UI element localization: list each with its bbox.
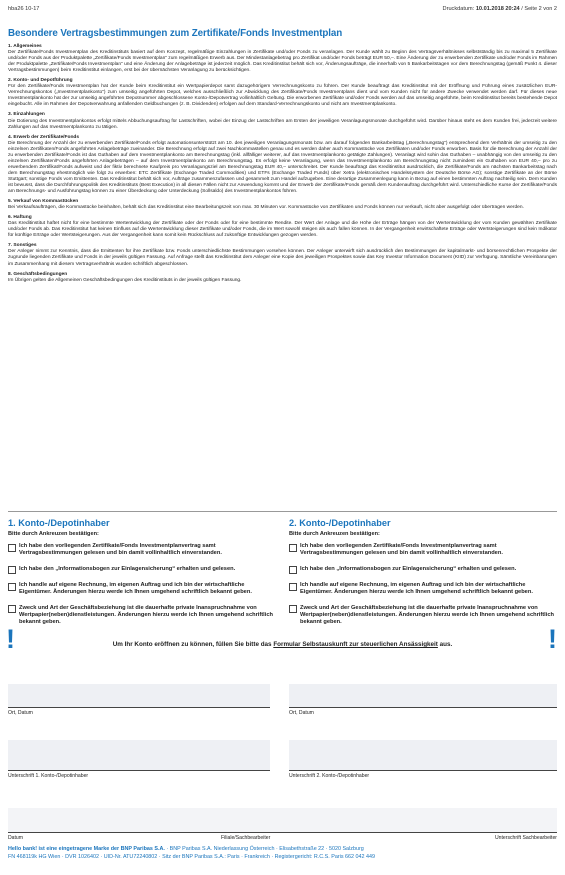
exclamation-icon: ! <box>548 624 557 654</box>
signature-line <box>289 770 557 771</box>
checkbox-label: Zweck und Art der Geschäftsbeziehung ist die dauerhafte private Inanspruchnahme von Wertpapier(neben)dienstleistungen. Änderungen hierzu werde ich Ihnen umgehend schriftlich bekannt geben. <box>19 604 273 626</box>
section-text: Der Anleger nimmt zur Kenntnis, dass die Emittenten für ihre Zertifikate bzw. Fonds unterschiedlichste Bestimmungen vorsehen können. Der Anleger unterwirft sich ausdrücklich den Bestimmungen der kapitalmarkt- und börsenrechtlichen Prospekte der zugrunde liegenden Zertifikate und Fonds in der jeweils gültigen Fassung. Auf Anfrage stellt das Kreditinstitut dem Anleger eine Kopie des jeweiligen Prospektes sowie das Key Investor Information Document (KIID) zur Verfügung. Sämtliche Vereinbarungen im Zusammenhang mit diesem Vertragsverhältnis wurden schriftlich abgeschlossen. <box>8 249 557 267</box>
place-date-label-1: Ort, Datum <box>8 710 33 716</box>
holder-2-confirm-deposit-info[interactable] <box>289 566 554 575</box>
checkbox[interactable] <box>8 583 16 591</box>
checkbox[interactable] <box>289 544 297 552</box>
notice-text-end: aus. <box>437 641 453 648</box>
signature-line <box>8 770 270 771</box>
holder-2-confirm-own-account[interactable] <box>289 582 554 597</box>
date-label: Datum <box>8 835 24 841</box>
checkbox-label: Zweck und Art der Geschäftsbeziehung ist die dauerhafte private Inanspruchnahme von Wertpapier(neben)dienstleistungen. Änderungen hierzu werde ich Ihnen umgehend schriftlich bekannt geben. <box>300 604 554 626</box>
section-text: Das Kreditinstitut haftet nicht für eine bestimmte Wertentwicklung der Zertifikate oder der Fonds oder für eine bestimmte Rendite. Der Wert der Anlage und die Höhe der Erträge hängen von der Wertentwicklung der vom Kunden gewählten Zertifikate und/oder Fonds ab. Das Kreditinstitut hat keinen Einfluss auf die Wertentwicklung dieser Zertifikate und/oder Fonds, die im Wert sowohl steigen als auch fallen können. In der Vergangenheit erwirtschaftete Erträge oder Wertsteigerungen sind kein Indikator für künftige Erträge oder Wertsteigerungen. Aus der Vergangenheit kann somit kein Rückschluss auf zukünftige Entwicklungen gezogen werden. <box>8 221 557 239</box>
section-text: Für den Zertifikate/Fonds Investmentplan hat der Kunde beim Kreditinstitut ein Wertpapierdepot samt dazugehörigem Verrechnungskonto zu führen. Der Kunde beauftragt das Kreditinstitut mit der Eröffnung und Führung eines zusätzlichen EUR-Verrechnungskontos („Investmentplankonto“) zum umseitig angeführten Depot, welches ausschließlich zur Abwicklung des Zertifikate/Fonds Investmentplans dient und vom Kunden nicht für andere Zwecke verwendet werden darf. Für dieses neue Investmentplankonto hat der zur umseitig angeführten Depotnummer abgeschlossene Konto-/Depotvertrag vollinhaltlich Geltung. Die erworbenen Zertifikate und/oder Fonds werden auf das umseitig angeführte, beim Kreditinstitut bereits bestehende Depot eingebucht. Alle im Rahmen der Depotverwahrung anfallenden Geldbuchungen (z. B. Dividenden) erfolgen auf dem Standard-Verrechnungskonto und nicht am Investmentplankonto. <box>8 84 557 108</box>
footer <box>8 845 557 861</box>
holder-2-heading: 2. Konto-/Depotinhaber <box>289 518 391 528</box>
tax-residency-form-link[interactable]: Formular Selbstauskunft zur steuerlichen Ansässigkeit <box>273 641 438 648</box>
signature-line <box>8 707 270 708</box>
section-heading: 2. Konto- und Depotführung <box>8 78 73 84</box>
notice-text: Um Ihr Konto eröffnen zu können, füllen Sie bitte das <box>112 641 274 648</box>
bank-use-area <box>8 808 557 832</box>
holder-1-confirm-deposit-info[interactable] <box>8 566 273 575</box>
section-heading: 6. Haftung <box>8 215 32 221</box>
checkbox[interactable] <box>289 566 297 574</box>
holder-2-confirm-purpose[interactable] <box>289 605 554 627</box>
checkbox[interactable] <box>8 544 16 552</box>
page-number: / Seite 2 von 2 <box>519 6 557 12</box>
section-text: Die Berechnung der Anzahl der zu erwerbenden Zertifikate/Fonds erfolgt automationsunterstützt am 10. des jeweiligen Veranlagungsmonats bzw. am darauf folgenden Bankarbeitstag („Berechnungstag“) entsprechend dem Verhältnis der umseitig zu den einzelnen Zertifikaten/Fonds angeführten Anlagebeträge zueinander. Die Berechnung erfolgt auf zwei Nachkommastellen genau und es werden daher auch Kommastücke von Zertifikaten und/oder Fonds erworben. Basis für die Berechnung der Anzahl der zu erwerbenden Zertifikate/Fonds ist das Guthaben auf dem Investmentplankonto am Berechnungstag (inkl. allfälliger weiterer, auf das Investmentplankonto getätigte Zahlungen). Veranlagt wird sohin das Guthaben – unabhängig von den umseitig zu den einzelnen Zertifikaten/Fonds angeführten Anlagebeträgen – auf dem Investmentplankonto am Berechnungstag. Es erfolgt keine Veranlagung, wenn das Investmentplankonto am Berechnungstag nicht zumindest ein Guthaben von EUR 40,– pro zu erwerbendem Zertifikat/Fonds aufweist und der fiktiv berechnete Kaufpreis pro Veranlagungsziel am Berechnungstag EUR 40,– unterschreitet. Der Kunde beauftragt das Kreditinstitut ausdrücklich, die Zertifikate/Fonds am nächsten Bankarbeitstag nach dem Berechnungstag ehestmöglich wie folgt zu erwerben: ETC Zertifikate (Exchange Traded Commodities) und ETFs (Exchange Traded Funds) über Xetra (elektronisches Handelssystem der Deutsche Börse AG); sonstige Zertifikate an der Börse Stuttgart; sonstige Fonds vom Emittenten. Das Kreditinstitut behält sich vor, Aufträge zusammenzufassen und gesammelt zum Handel aufzugeben. Eine derartige Zusammenlegung kann in Bezug auf einen bestimmten Auftrag nachteilig sein. Dem Kunden ist bewusst, dass die Durchführungspolitik des Kreditinstituts (Best Execution) in all diesen Fällen nicht zur Anwendung kommt und der Erwerb der Zertifikate/Fonds gemäß dem Kundenauftrag durchgeführt wird. Unterschiedliche Kurse der Zertifikate/Fonds am Berechnungs- und Ausführungstag können zu einer Überdeckung oder Unterdeckung (Sollsaldo) des Investmentplankontos führen. <box>8 140 557 195</box>
place-date-field-2[interactable] <box>289 684 557 707</box>
holder-1-confirm-contract[interactable] <box>8 543 273 558</box>
checkbox-label: Ich handle auf eigene Rechnung, im eigenen Auftrag und ich bin der wirtschaftliche Eigentümer. Änderungen hierzu werde ich Ihnen umgehend schriftlich bekannt geben. <box>300 582 533 596</box>
section-text: Der Zertifikate/Fonds Investmentplan des Kreditinstituts basiert auf dem Konzept, regelmäßige Einzahlungen in Zertifikate und/oder Fonds zu veranlagen. Der Kunde wählt zu Beginn des Vertragsverhältnisses selbstständig bis zu maximal 5 Zertifikate und/oder Fonds aus der Produktpalette „Zertifikate/Fonds Investmentplan“ zum regelmäßigen Erwerb aus. Der Mindestanlagebetrag pro Zertifikat und/oder Fonds beträgt EUR 50,–. Eine Änderung der zu erwerbenden Zertifikate und/oder Fonds im Rahmen der Produktpalette „Zertifikate/Fonds Investmentplan“ und eine Änderung der Anlagebeträge ist jederzeit möglich. Das Kreditinstitut behält sich vor, Änderungsaufträge, die innerhalb von 5 Bankarbeitstagen vor dem Berechnungstag (gemäß Punkt 4. dieser Vertragsbestimmungen) beim Kreditinstitut einlangen, erst bei der übernächsten Veranlagung zu berücksichtigen. <box>8 50 557 74</box>
holder-2-confirmations <box>289 518 554 635</box>
print-info <box>443 6 557 12</box>
signature-field-2[interactable] <box>289 740 557 770</box>
branch-label: Filiale/Sachbearbeiter <box>221 835 271 841</box>
checkbox[interactable] <box>289 583 297 591</box>
terms-section <box>8 135 557 195</box>
signature-field-1[interactable] <box>8 740 270 770</box>
section-text: Im Übrigen gelten die Allgemeinen Geschäftsbedingungen des Kreditinstituts in der jeweils gültigen Fassung. <box>8 277 242 283</box>
clerk-signature-label: Unterschrift Sachbearbeiter <box>494 835 557 841</box>
signature-line <box>8 832 557 833</box>
checkbox-label: Ich habe den „Informationsbogen zur Einlagensicherung“ erhalten und gelesen. <box>19 565 236 572</box>
footer-brand: Hello bank! ist eine eingetragene Marke der BNP Paribas S.A. <box>8 846 165 852</box>
signature-line <box>289 707 557 708</box>
terms-text <box>8 44 557 288</box>
page-header <box>8 6 557 16</box>
terms-section <box>8 243 557 267</box>
form-code: hba26 10-17 <box>8 6 40 12</box>
footer-line-2: FN 468119k HG Wien · DVR 1026402 · UID-Nr. ATU72240802 · Sitz der BNP Paribas S.A.: Paris · Frankreich · Registergericht: R.C.S. Paris 662 042 449 <box>8 854 376 860</box>
place-date-field-1[interactable] <box>8 684 270 707</box>
section-heading: 1. Allgemeines <box>8 44 42 49</box>
checkbox[interactable] <box>8 605 16 613</box>
section-heading: 8. Geschäftsbedingungen <box>8 271 68 277</box>
place-date-label-2: Ort, Datum <box>289 710 314 716</box>
section-heading: 3. Einzahlungen <box>8 112 45 118</box>
exclamation-icon: ! <box>6 624 15 654</box>
checkbox-label: Ich habe den vorliegenden Zertifikate/Fonds Investmentplanvertrag samt Vertragsbestimmungen gelesen und bin damit vollinhaltlich einverstanden. <box>19 543 222 557</box>
signature-label-1: Unterschrift 1. Konto-/Depotinhaber <box>8 773 89 779</box>
terms-section <box>8 199 557 211</box>
terms-section <box>8 78 557 108</box>
print-date: 10.01.2018 20:24 <box>475 6 520 12</box>
page-title: Besondere Vertragsbestimmungen zum Zertifikate/Fonds Investmentplan <box>8 28 343 39</box>
section-heading: 4. Erwerb der Zertifikate/Fonds <box>8 134 80 140</box>
holder-1-confirm-purpose[interactable] <box>8 605 273 627</box>
checkbox[interactable] <box>289 605 297 613</box>
tax-residency-notice <box>0 641 565 648</box>
holder-1-instruction: Bitte durch Ankreuzen bestätigen: <box>8 531 99 537</box>
holder-2-instruction: Bitte durch Ankreuzen bestätigen: <box>289 531 380 537</box>
section-heading: 7. Sonstiges <box>8 243 37 249</box>
footer-address: · BNP Paribas S.A. Niederlassung Österreich · Elisabethstraße 22 · 5020 Salzburg <box>164 846 364 852</box>
terms-section <box>8 215 557 239</box>
terms-section <box>8 272 557 284</box>
holder-1-confirmations <box>8 518 273 635</box>
holder-1-heading: 1. Konto-/Depotinhaber <box>8 518 110 528</box>
print-date-label: Druckdatum: <box>442 6 476 12</box>
footer-line-1 <box>8 845 557 853</box>
holder-2-confirm-contract[interactable] <box>289 543 554 558</box>
terms-section <box>8 112 557 130</box>
signature-label-2: Unterschrift 2. Konto-/Depotinhaber <box>289 773 370 779</box>
section-text: Bei Verkaufsaufträgen, die Kommastücke beinhalten, behält sich das Kreditinstitut eine Bearbeitungszeit von max. 30 Minuten vor. Kommastücke von Zertifikaten und Fonds können nur verkauft, nicht aber ausgefolgt oder übertragen werden. <box>8 205 524 211</box>
divider <box>8 511 557 512</box>
checkbox[interactable] <box>8 566 16 574</box>
checkbox-label: Ich handle auf eigene Rechnung, im eigenen Auftrag und ich bin der wirtschaftliche Eigentümer. Änderungen hierzu werde ich Ihnen umgehend schriftlich bekannt geben. <box>19 582 252 596</box>
checkbox-label: Ich habe den „Informationsbogen zur Einlagensicherung“ erhalten und gelesen. <box>300 565 517 572</box>
checkbox-label: Ich habe den vorliegenden Zertifikate/Fonds Investmentplanvertrag samt Vertragsbestimmungen gelesen und bin damit vollinhaltlich einverstanden. <box>300 543 503 557</box>
section-heading: 5. Verkauf von Kommastücken <box>8 199 79 205</box>
section-text: Die Dotierung des Investmentplankontos erfolgt mittels Abbuchungsauftrag für Lastschriften, wobei der Einzug der Lastschriften am Ersten der jeweiligen Veranlagungsmonate durchgeführt wird. Darüber hinaus steht es dem Kunden frei, jederzeit weitere Zahlungen auf das Investmentplankonto zu tätigen. <box>8 118 557 130</box>
holder-1-confirm-own-account[interactable] <box>8 582 273 597</box>
terms-section <box>8 44 557 74</box>
